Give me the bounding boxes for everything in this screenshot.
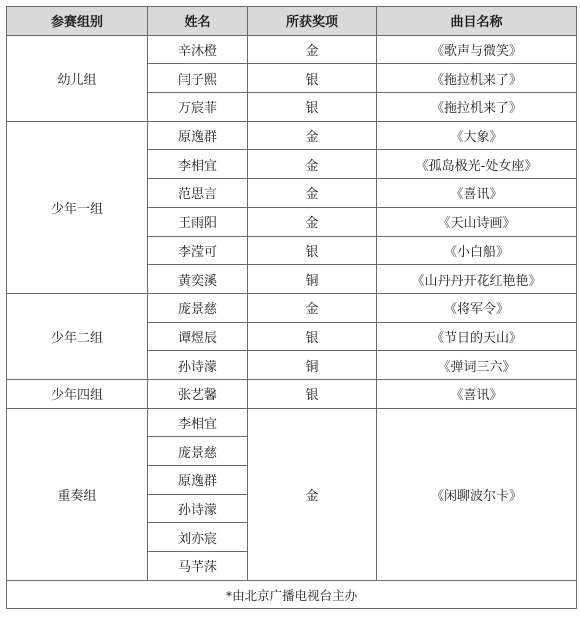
piece-cell: 《拖拉机来了》 <box>377 93 577 122</box>
header-name: 姓名 <box>148 7 248 36</box>
header-award: 所获奖项 <box>248 7 377 36</box>
footnote: *由北京广播电视台主办 <box>7 580 577 609</box>
piece-cell: 《歌声与微笑》 <box>377 35 577 64</box>
table-row <box>7 379 577 408</box>
name-cell: 张艺馨 <box>148 379 248 408</box>
award-cell: 银 <box>248 64 377 93</box>
award-cell: 金 <box>248 293 377 322</box>
name-cell: 孙诗濛 <box>148 494 248 523</box>
table-row <box>7 293 577 322</box>
award-cell: 金 <box>248 408 377 580</box>
piece-cell: 《孤岛极光-处女座》 <box>377 150 577 179</box>
piece-cell: 《将军令》 <box>377 293 577 322</box>
group-cell: 少年二组 <box>7 293 148 379</box>
name-cell: 马芊莯 <box>148 552 248 581</box>
name-cell: 原逸群 <box>148 466 248 495</box>
name-cell: 李相宜 <box>148 408 248 437</box>
name-cell: 谭煜辰 <box>148 322 248 351</box>
name-cell: 闫子熙 <box>148 64 248 93</box>
piece-cell: 《天山诗画》 <box>377 207 577 236</box>
name-cell: 孙诗濛 <box>148 351 248 380</box>
piece-cell: 《节日的天山》 <box>377 322 577 351</box>
name-cell: 李滢可 <box>148 236 248 265</box>
group-cell: 少年四组 <box>7 379 148 408</box>
name-cell: 原逸群 <box>148 121 248 150</box>
group-cell: 少年一组 <box>7 121 148 293</box>
award-cell: 银 <box>248 379 377 408</box>
awards-table <box>6 6 577 609</box>
award-cell: 金 <box>248 150 377 179</box>
piece-cell: 《喜讯》 <box>377 379 577 408</box>
name-cell: 刘亦宸 <box>148 523 248 552</box>
name-cell: 庞景慈 <box>148 293 248 322</box>
award-cell: 银 <box>248 93 377 122</box>
award-cell: 金 <box>248 35 377 64</box>
footnote-row <box>7 580 577 609</box>
award-cell: 金 <box>248 121 377 150</box>
name-cell: 万宸菲 <box>148 93 248 122</box>
award-cell: 金 <box>248 207 377 236</box>
award-cell: 金 <box>248 179 377 208</box>
award-cell: 铜 <box>248 265 377 294</box>
award-cell: 铜 <box>248 351 377 380</box>
table-row <box>7 408 577 437</box>
group-cell: 重奏组 <box>7 408 148 580</box>
name-cell: 李相宜 <box>148 150 248 179</box>
piece-cell: 《拖拉机来了》 <box>377 64 577 93</box>
group-cell: 幼儿组 <box>7 35 148 121</box>
name-cell: 辛沐橙 <box>148 35 248 64</box>
award-cell: 银 <box>248 322 377 351</box>
name-cell: 庞景慈 <box>148 437 248 466</box>
header-row <box>7 7 577 36</box>
header-group: 参赛组别 <box>7 7 148 36</box>
name-cell: 王雨阳 <box>148 207 248 236</box>
table-row <box>7 35 577 64</box>
piece-cell: 《喜讯》 <box>377 179 577 208</box>
award-cell: 银 <box>248 236 377 265</box>
name-cell: 范思言 <box>148 179 248 208</box>
name-cell: 黄奕溪 <box>148 265 248 294</box>
piece-cell: 《小白船》 <box>377 236 577 265</box>
piece-cell: 《山丹丹开花红艳艳》 <box>377 265 577 294</box>
piece-cell: 《闲聊波尔卡》 <box>377 408 577 580</box>
table-row <box>7 121 577 150</box>
piece-cell: 《弹词三六》 <box>377 351 577 380</box>
header-piece: 曲目名称 <box>377 7 577 36</box>
piece-cell: 《大象》 <box>377 121 577 150</box>
